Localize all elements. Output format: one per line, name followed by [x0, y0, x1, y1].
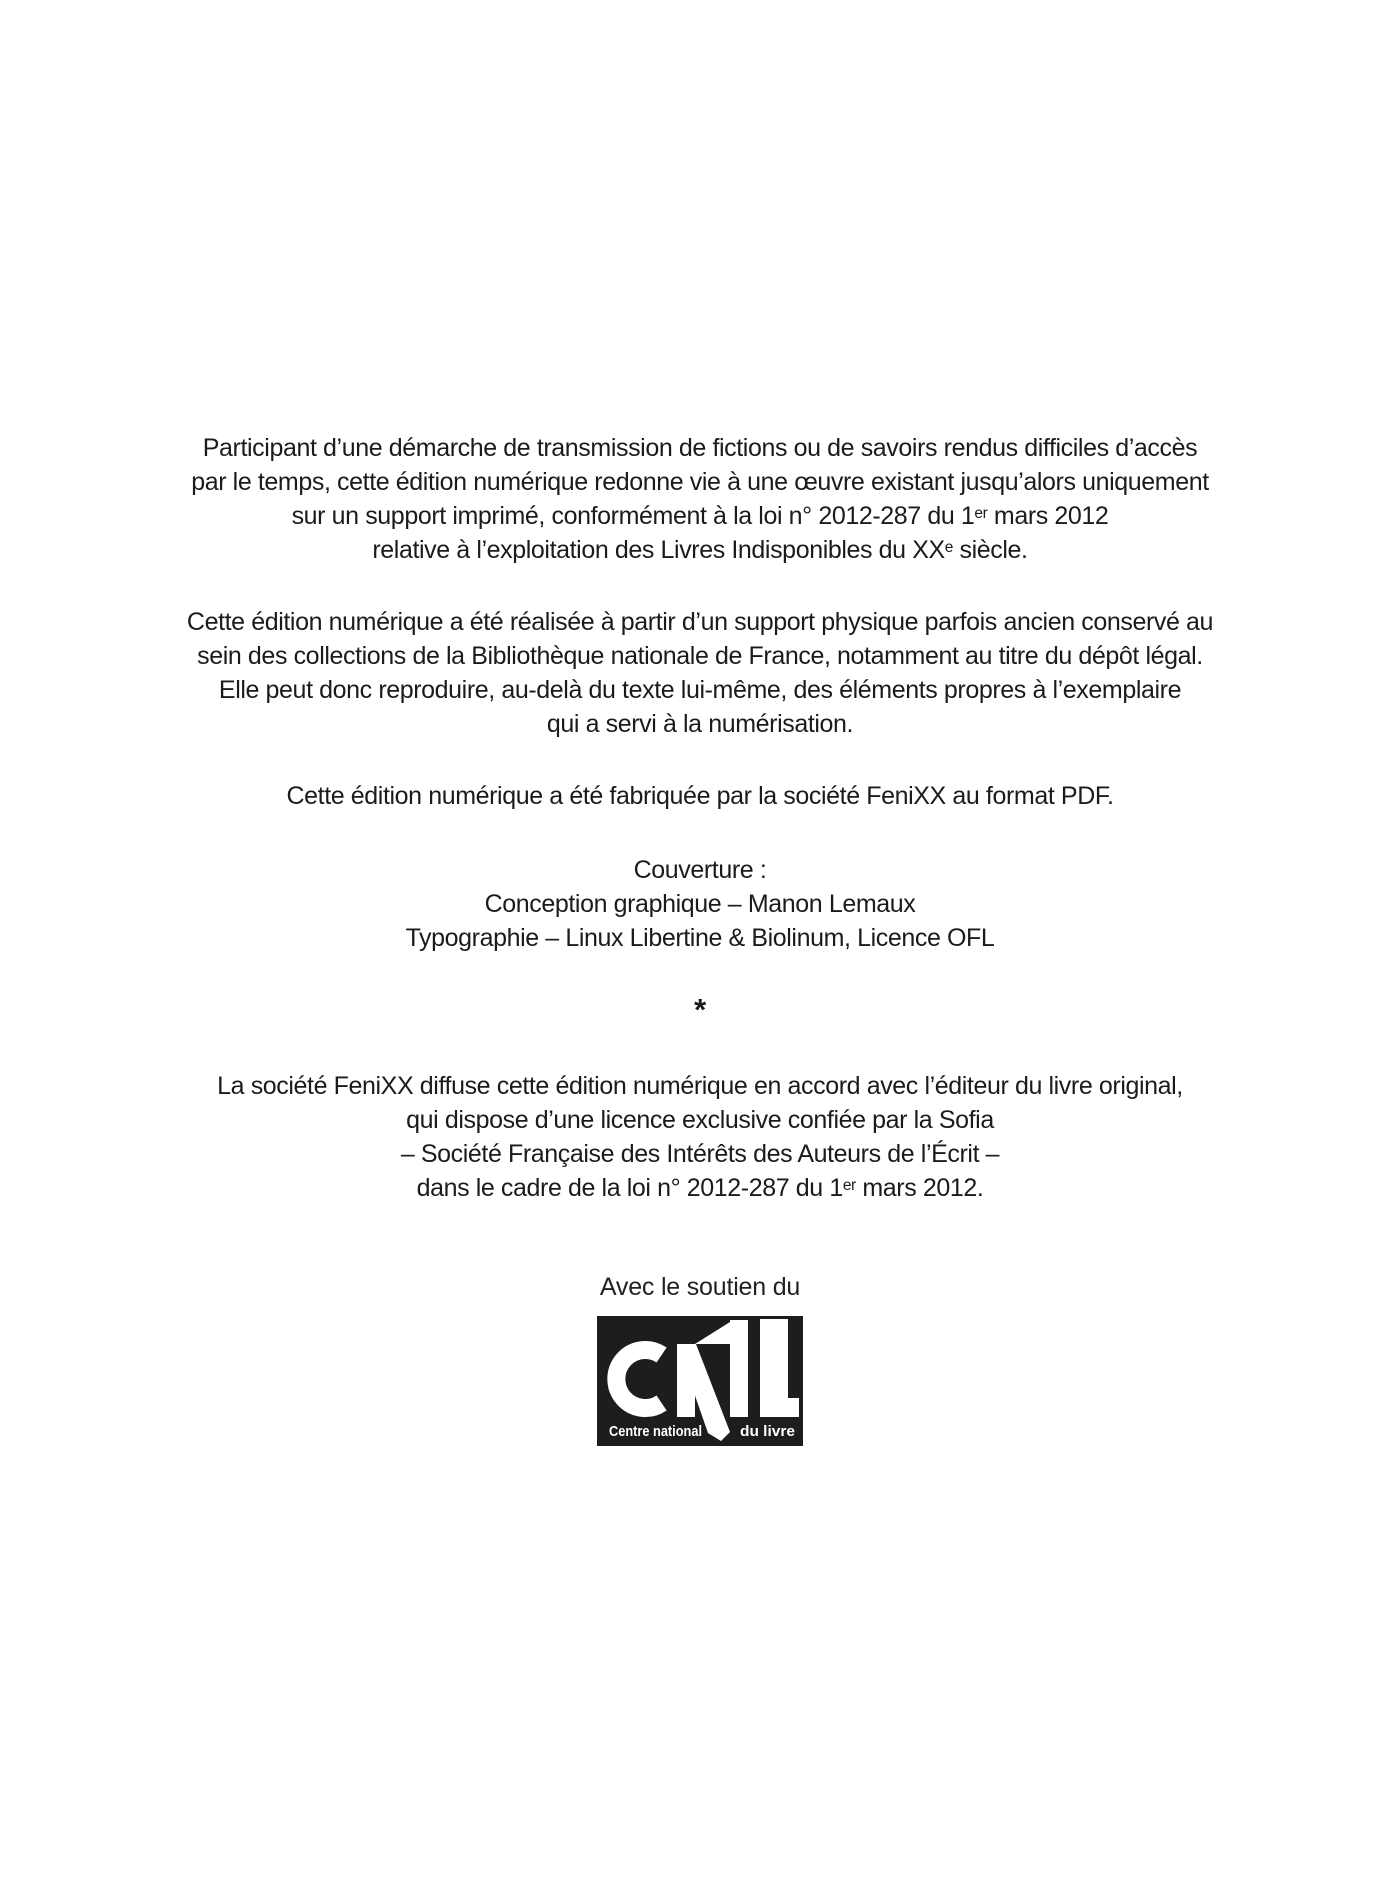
text-line: dans le cadre de la loi n° 2012-287 du 1	[416, 1174, 843, 1202]
text-line: Cette édition numérique a été fabriquée par la société FeniXX au format PDF.	[286, 782, 1114, 810]
text-line: mars 2012.	[855, 1174, 984, 1202]
superscript: er	[842, 1176, 856, 1194]
cover-credits-design: Conception graphique – Manon Lemaux	[484, 890, 916, 918]
text-line: Participant d’une démarche de transmission de fictions ou de savoirs rendus difficiles d’accès	[202, 434, 1198, 462]
text-line: mars 2012	[987, 502, 1109, 530]
cover-credits-title: Couverture :	[633, 856, 767, 884]
paragraph-transmission	[0, 431, 1400, 567]
text-line: La société FeniXX diffuse cette édition numérique en accord avec l’éditeur du livre original,	[217, 1072, 1183, 1100]
text-line: siècle.	[953, 536, 1028, 564]
asterisk-separator: *	[694, 992, 706, 1027]
text-line: Cette édition numérique a été réalisée à partir d’un support physique parfois ancien conservé au	[186, 608, 1214, 636]
text-line: sur un support imprimé, conformément à la loi n° 2012-287 du 1	[291, 502, 975, 530]
cnl-caption-left: Centre national	[609, 1424, 702, 1440]
text-line: Elle peut donc reproduire, au-delà du texte lui-même, des éléments propres à l’exemplaire	[218, 676, 1182, 704]
paragraph-fenixx-pdf	[0, 779, 1400, 813]
cover-credits	[0, 853, 1400, 955]
text-line: – Société Française des Intérêts des Auteurs de l’Écrit –	[400, 1140, 1000, 1168]
superscript: er	[974, 504, 988, 522]
cnl-support-text: Avec le soutien du	[599, 1273, 801, 1301]
text-line: qui a servi à la numérisation.	[546, 710, 854, 738]
cnl-logo	[597, 1316, 803, 1446]
paragraph-bnf-source	[0, 605, 1400, 741]
text-line: relative à l’exploitation des Livres Indisponibles du XX	[372, 536, 945, 564]
text-line: sein des collections de la Bibliothèque nationale de France, notamment au titre du dépôt légal.	[197, 642, 1203, 670]
cnl-support-block	[0, 1272, 1400, 1451]
cover-credits-typography: Typographie – Linux Libertine & Biolinum, Licence OFL	[405, 924, 995, 952]
paragraph-license	[0, 1069, 1400, 1205]
text-line: qui dispose d’une licence exclusive confiée par la Sofia	[406, 1106, 994, 1134]
cnl-caption-right: du livre	[740, 1424, 795, 1440]
text-line: par le temps, cette édition numérique redonne vie à une œuvre existant jusqu’alors uniquement	[191, 468, 1209, 496]
cnl-letter-n-right-stroke	[730, 1320, 748, 1417]
superscript: e	[944, 538, 953, 556]
